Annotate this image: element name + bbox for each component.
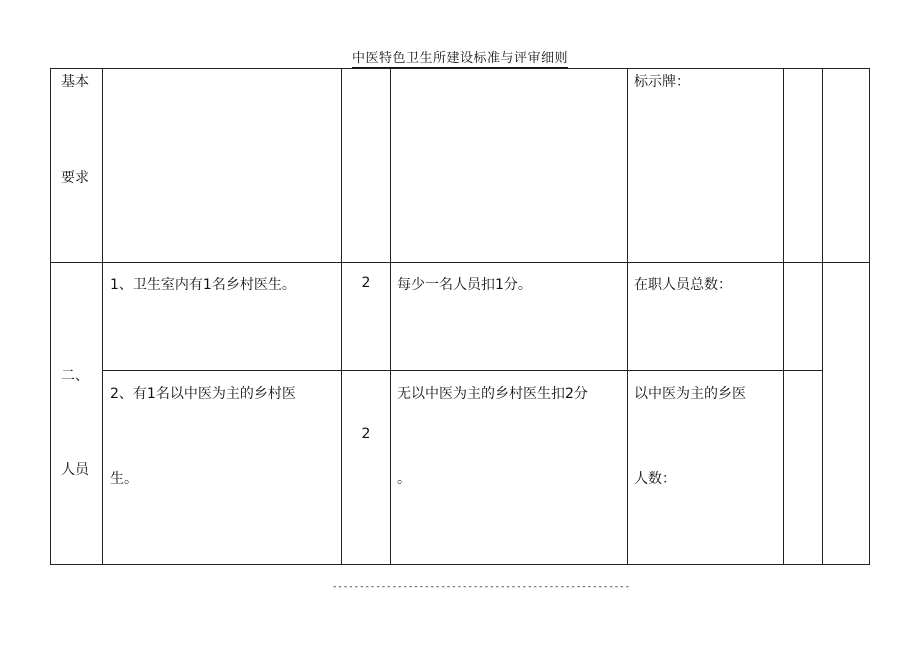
col-border-right: [869, 68, 870, 565]
col-border-left: [50, 68, 51, 565]
row1-score: 2: [361, 275, 371, 291]
document-title-text: 中医特色卫生所建设标准与评审细则: [351, 51, 568, 66]
col-divider-4: [627, 68, 628, 565]
section2-label-line1: 二、: [61, 368, 89, 384]
row2-note-line2: 人数：: [634, 471, 676, 487]
row1-criteria: 每少一名人员扣1分。: [397, 277, 532, 293]
section1-label-line2: 要求: [61, 170, 89, 186]
row2-note-line1: 以中医为主的乡医: [634, 386, 746, 402]
row-divider-1: [50, 262, 870, 263]
table-top-border: [50, 68, 870, 69]
row1-requirement: 1、卫生室内有1名乡村医生。: [110, 277, 296, 293]
col-divider-3: [390, 68, 391, 565]
row2-score: 2: [361, 426, 371, 442]
col-divider-2: [341, 68, 342, 565]
row2-criteria-line1: 无以中医为主的乡村医生扣2分: [397, 386, 588, 402]
row1-note: 在职人员总数：: [634, 277, 732, 293]
footer-dashed-line: -------------------------------------------------------: [332, 582, 631, 592]
col-divider-1: [102, 68, 103, 565]
row2-criteria-line2: 。: [397, 471, 411, 487]
document-title: [0, 47, 920, 66]
section1-signboard-note: 标示牌：: [634, 74, 690, 90]
row-divider-2: [102, 370, 822, 371]
section1-label-line1: 基本: [61, 74, 89, 90]
col-divider-5: [783, 68, 784, 565]
col-divider-6: [822, 68, 823, 565]
row2-requirement-line2: 生。: [110, 471, 138, 487]
table-bottom-border: [50, 564, 870, 565]
row2-requirement-line1: 2、有1名以中医为主的乡村医: [110, 386, 296, 402]
section2-label-line2: 人员: [61, 462, 89, 478]
